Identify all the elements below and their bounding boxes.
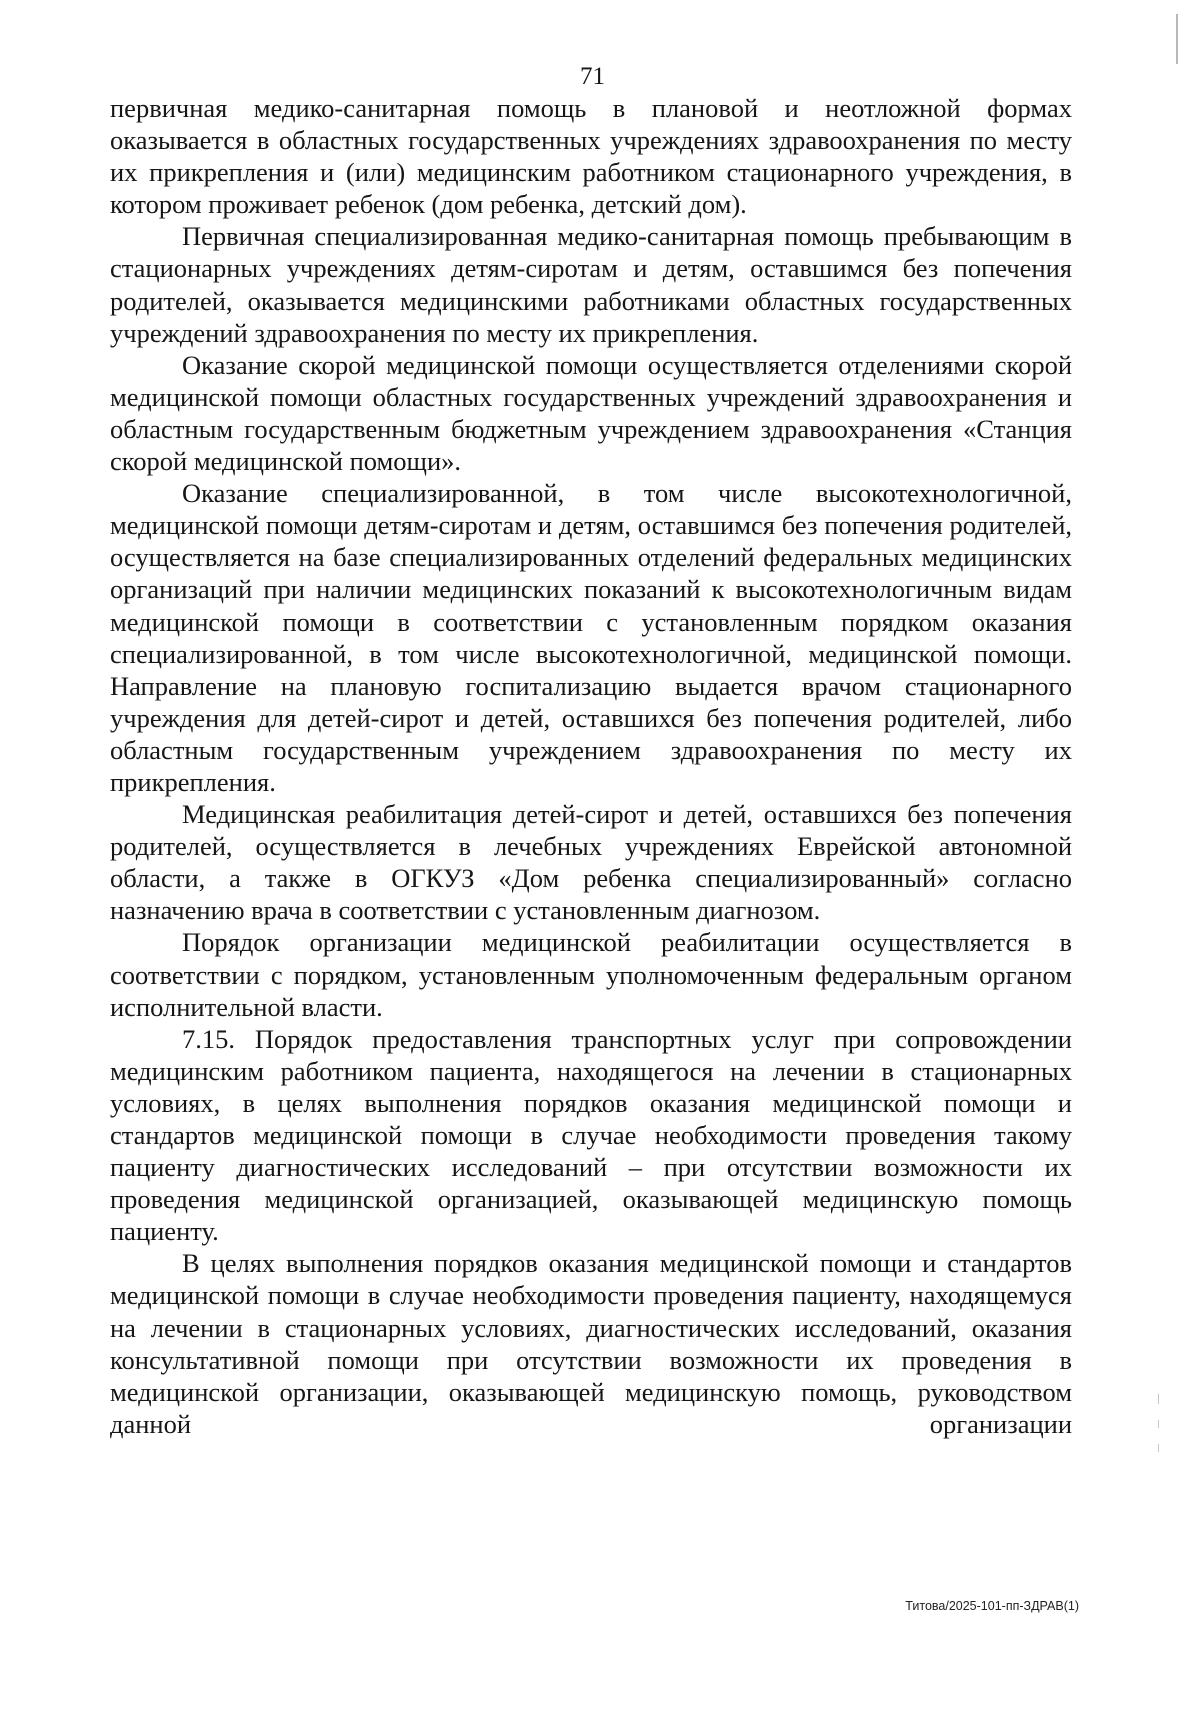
document-code-footer: Титова/2025-101-пп-ЗДРАВ(1) — [905, 1599, 1079, 1613]
scan-edge-mark — [1158, 1394, 1159, 1404]
paragraph: В целях выполнения порядков оказания медицинской помощи и стандартов медицинской помощи в случае необходимости проведения пациенту, находящемуся на лечении в стационарных условиях, диагностических исследований, оказания консультативной помощи при отсутствии возможности их проведения в медицинской организации, оказывающей медицинскую помощь, руководством данной организации — [110, 1248, 1072, 1439]
page-number: 71 — [580, 63, 605, 90]
scan-edge-mark — [1176, 14, 1178, 64]
paragraph: первичная медико-санитарная помощь в плановой и неотложной формах оказывается в областных государственных учреждениях здравоохранения по месту их прикрепления и (или) медицинским работником стационарного учреждения, в котором проживает ребенок (дом ребенка, детский дом). — [110, 93, 1072, 220]
paragraph: Первичная специализированная медико-санитарная помощь пребывающим в стационарных учреждениях детям-сиротам и детям, оставшимся без попечения родителей, оказывается медицинскими работниками областных государственных учреждений здравоохранения по месту их прикрепления. — [110, 221, 1072, 348]
paragraph: Порядок организации медицинской реабилитации осуществляется в соответствии с порядком, установленным уполномоченным федеральным органом исполнительной власти. — [110, 927, 1072, 1022]
scan-edge-mark — [1158, 1420, 1159, 1428]
document-body — [110, 92, 1072, 1440]
paragraph: Оказание скорой медицинской помощи осуществляется отделениями скорой медицинской помощи областных государственных учреждений здравоохранения и областным государственным бюджетным учреждением здравоохранения «Станция скорой медицинской помощи». — [110, 349, 1072, 477]
scan-edge-mark — [1158, 1444, 1159, 1452]
paragraph: Медицинская реабилитация детей-сирот и детей, оставшихся без попечения родителей, осуществляется в лечебных учреждениях Еврейской автономной области, а также в ОГКУЗ «Дом ребенка специализированный» согласно назначению врача в соответствии с установленным диагнозом. — [110, 799, 1072, 926]
paragraph: Оказание специализированной, в том числе высокотехнологичной, медицинской помощи детям-сиротам и детям, оставшимся без попечения родителей, осуществляется на базе специализированных отделений федеральных медицинских организаций при наличии медицинских показаний к высокотехнологичным видам медицинской помощи в соответствии с установленным порядком оказания специализированной, в том числе высокотехнологичной, медицинской помощи. Направление на плановую госпитализацию выдается врачом стационарного учреждения для детей-сирот и детей, оставшихся без попечения родителей, либо областным государственным учреждением здравоохранения по месту их прикрепления. — [110, 478, 1072, 797]
paragraph: 7.15. Порядок предоставления транспортных услуг при сопровождении медицинским работником пациента, находящегося на лечении в стационарных условиях, в целях выполнения порядков оказания медицинской помощи и стандартов медицинской помощи в случае необходимости проведения такому пациенту диагностических исследований – при отсутствии возможности их проведения медицинской организацией, оказывающей медицинскую помощь пациенту. — [110, 1023, 1072, 1247]
